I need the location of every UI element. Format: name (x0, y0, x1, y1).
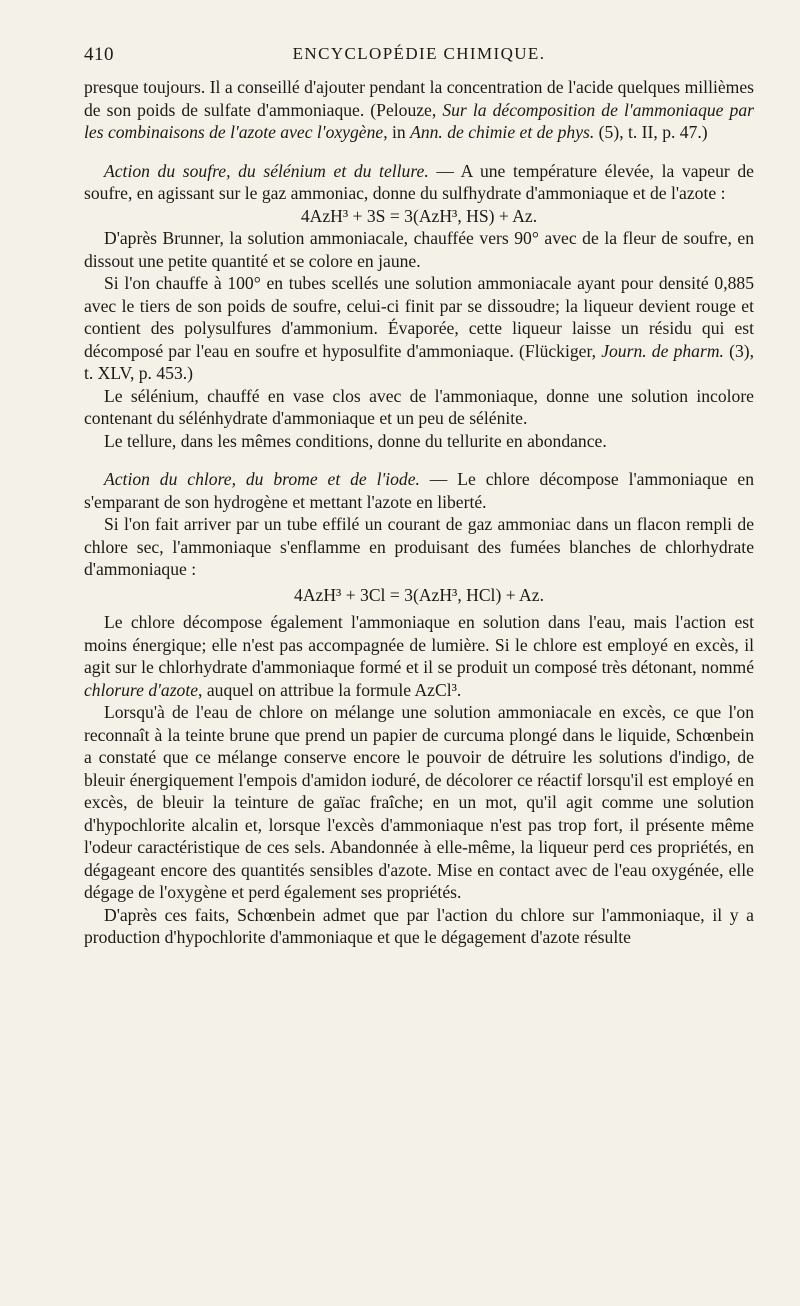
journal-name: Journ. de pharm. (601, 340, 724, 361)
text-run: presque toujours. Il a conseillé d'ajouter pendant la concentration de l'acide quelques millièmes de son poids de sulfate d'ammoniaque. (Pelouze, (84, 77, 754, 120)
section-heading: Action du chlore, du brome et de l'iode. (104, 469, 420, 489)
paragraph (84, 611, 754, 701)
text-run: Le chlore décompose également l'ammoniaque en solution dans l'eau, mais l'action est moins énergique; elle n'est pas accompagnée de lumière. Si le chlore est employé en excès, il agit sur le chlorhydrate d'ammoniaque formé et il se produit un composé très détonant, nommé (84, 612, 754, 677)
text-run: (5), t. II, p. 47.) (594, 122, 708, 142)
term: chlorure d'azote (84, 679, 199, 700)
text-run: (3), t. XLV, p. 453.) (84, 340, 754, 383)
section-paragraph (84, 468, 754, 513)
text-run: — A une température élevée, la vapeur de soufre, en agissant sur le gaz ammoniac, donne du sulfhydrate d'ammoniaque et de l'azote : (84, 160, 754, 203)
text-run: Si l'on chauffe à 100° en tubes scellés une solution ammoniacale ayant pour densité 0,885 avec le tiers de son poids de soufre, celui-ci finit par se dissoudre; la liqueur devient rouge et contient des polysulfures d'ammonium. Évaporée, cette liqueur laisse un résidu qui est décomposé par l'eau en soufre et hyposulfite d'ammoniaque. (Flückiger, (84, 273, 754, 361)
text-run: , auquel on attribue la formule AzCl³. (198, 679, 462, 700)
section-heading: Action du soufre, du sélénium et du tellure. (104, 160, 429, 181)
formula: 4AzH³ + 3Cl = 3(AzH³, HCl) + Az. (294, 584, 544, 605)
page-number: 410 (84, 44, 114, 65)
paragraph: D'après ces faits, Schœnbein admet que par l'action du chlore sur l'ammoniaque, il y a production d'hypochlorite d'ammoniaque et que le dégagement d'azote résulte (84, 904, 754, 947)
running-title: ENCYCLOPÉDIE CHIMIQUE. (292, 44, 546, 63)
paragraph: Si l'on fait arriver par un tube effilé un courant de gaz ammoniac dans un flacon rempli de chlore sec, l'ammoniaque s'enflamme en produisant des fumées blanches de chlorhydrate d'ammoniaque : (84, 514, 754, 579)
paragraph (84, 272, 754, 385)
paragraph: Le tellure, dans les mêmes conditions, donne du tellurite en abondance. (104, 430, 607, 451)
text-run: , in (383, 122, 411, 142)
paragraph (84, 76, 754, 144)
formula: 4AzH³ + 3S = 3(AzH³, HS) + Az. (300, 205, 538, 226)
journal-name: Ann. de chimie et de phys. (410, 122, 595, 142)
text-run: — Le chlore décompose l'ammoniaque en s'emparant de son hydrogène et mettant l'azote en liberté. (84, 469, 754, 512)
paragraph: D'après Brunner, la solution ammoniacale, chauffée vers 90° avec de la fleur de soufre, en dissout une petite quantité et se colore en jaune. (84, 228, 754, 271)
citation-title: Sur la décomposition de l'ammoniaque par les combinaisons de l'azote avec l'oxygène (84, 99, 754, 142)
section-paragraph (84, 160, 754, 205)
paragraph: Le sélénium, chauffé en vase clos avec de l'ammoniaque, donne une solution incolore contenant du sélénhydrate d'ammoniaque et un peu de sélénite. (84, 385, 754, 428)
paragraph: Lorsqu'à de l'eau de chlore on mélange une solution ammoniacale en excès, ce que l'on reconnaît à la teinte brune que prend un papier de curcuma plongé dans le liquide, Schœnbein a constaté que ce mélange conserve encore le pouvoir de détruire les solutions d'indigo, de bleuir énergiquement l'empois d'amidon ioduré, de décolorer ce réactif lorsqu'il est employé en excès, de bleuir la teinture de gaïac fraîche; en un mot, qu'il agit comme une solution d'hypochlorite alcalin et, lorsque l'excès d'ammoniaque n'est pas trop fort, il présente même l'odeur caractéristique de ces sels. Abandonnée à elle-même, la liqueur perd ces propriétés, en dégageant encore des quantités sensibles d'azote. Mise en contact avec de l'eau oxygénée, elle dégage de l'oxygène et perd également ses propriétés. (84, 702, 754, 902)
page-header (84, 44, 754, 68)
body-text (84, 76, 754, 949)
